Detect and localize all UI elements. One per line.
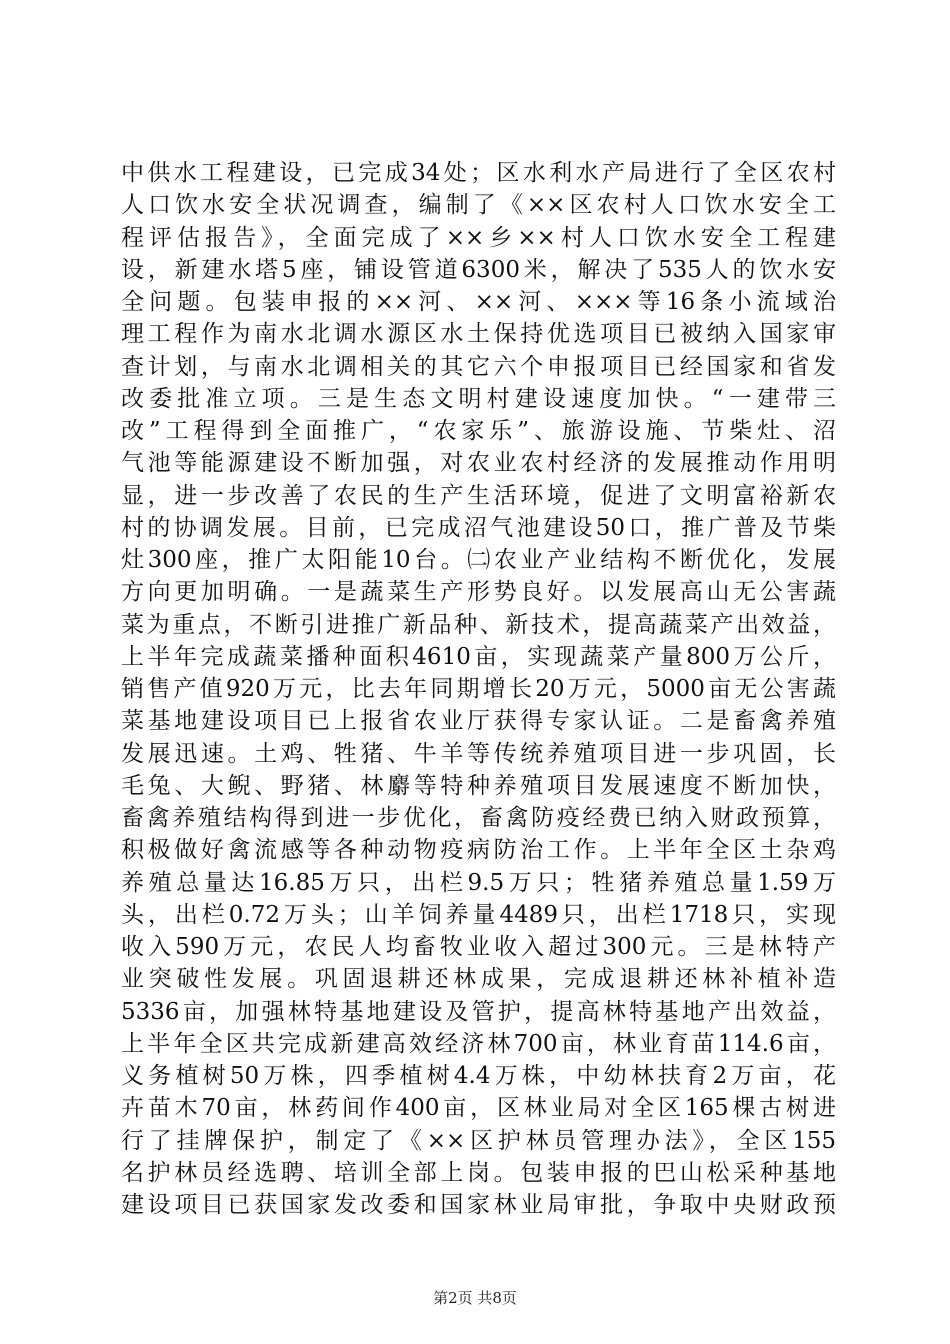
text-line: 菜为重点，不断引进推广新品种、新技术，提高蔬菜产出效益，: [121, 611, 836, 638]
text-line: 查计划，与南水北调相关的其它六个申报项目已经国家和省发: [121, 353, 836, 380]
text-line: 卉苗木70亩，林药间作400亩，区林业局对全区165棵古树进: [121, 1095, 836, 1122]
text-line: 行了挂牌保护，制定了《××区护林员管理办法》，全区155: [121, 1127, 836, 1154]
text-line: 业突破性发展。巩固退耕还林成果，完成退耕还林补植补造: [121, 966, 836, 993]
text-line: 设，新建水塔5座，铺设管道6300米，解决了535人的饮水安: [121, 256, 836, 283]
text-line: 灶300座，推广太阳能10台。㈡农业产业结构不断优化，发展: [121, 547, 836, 573]
text-line: 畜禽养殖结构得到进一步优化，畜禽防疫经费已纳入财政预算，: [121, 805, 836, 831]
text-line: 养殖总量达16.85万只，出栏9.5万只；牲猪养殖总量1.59万: [121, 869, 836, 896]
text-line: 显，进一步改善了农民的生产生活环境，促进了文明富裕新农: [121, 482, 836, 509]
text-line: 发展迅速。土鸡、牲猪、牛羊等传统养殖项目进一步巩固，长: [121, 740, 836, 767]
text-line: 气池等能源建设不断加强，对农业农村经济的发展推动作用明: [121, 450, 836, 477]
text-line: 程评估报告》，全面完成了××乡××村人口饮水安全工程建: [121, 224, 836, 251]
page-footer: 第2页 共8页: [433, 1289, 517, 1307]
text-line: 头，出栏0.72万头；山羊饲养量4489只，出栏1718只，实现: [121, 901, 836, 928]
text-line: 销售产值920万元，比去年同期增长20万元，5000亩无公害蔬: [121, 676, 836, 702]
text-line: 方向更加明确。一是蔬菜生产形势良好。以发展高山无公害蔬: [121, 579, 836, 606]
text-line: 义务植树50万株，四季植树4.4万株，中幼林扶育2万亩，花: [121, 1063, 836, 1089]
body-paragraph: [121, 157, 836, 1221]
text-line: 中供水工程建设，已完成34处；区水利水产局进行了全区农村: [121, 160, 836, 186]
text-line: 建设项目已获国家发改委和国家林业局审批，争取中央财政预: [121, 1192, 836, 1218]
text-line: 毛兔、大鲵、野猪、林麝等特种养殖项目发展速度不断加快，: [121, 772, 836, 799]
text-line: 积极做好禽流感等各种动物疫病防治工作。上半年全区土杂鸡: [121, 837, 836, 864]
text-line: 名护林员经选聘、培训全部上岗。包装申报的巴山松采种基地: [121, 1159, 836, 1186]
text-line: 上半年完成蔬菜播种面积4610亩，实现蔬菜产量800万公斤，: [121, 643, 836, 670]
text-line: 改”工程得到全面推广，“农家乐”、旅游设施、节柴灶、沼: [121, 418, 836, 444]
text-line: 菜基地建设项目已上报省农业厅获得专家认证。二是畜禽养殖: [121, 708, 836, 735]
text-line: 收入590万元，农民人均畜牧业收入超过300元。三是林特产: [121, 934, 836, 960]
text-line: 5336亩，加强林特基地建设及管护，提高林特基地产出效益，: [121, 998, 836, 1025]
text-line: 村的协调发展。目前，已完成沼气池建设50口，推广普及节柴: [121, 514, 836, 541]
text-line: 理工程作为南水北调水源区水土保持优选项目已被纳入国家审: [121, 321, 836, 348]
text-line: 人口饮水安全状况调查，编制了《××区农村人口饮水安全工: [121, 192, 836, 219]
text-line: 全问题。包装申报的××河、××河、×××等16条小流域治: [121, 289, 836, 315]
text-line: 上半年全区共完成新建高效经济林700亩，林业育苗114.6亩，: [121, 1030, 836, 1057]
text-line: 改委批准立项。三是生态文明村建设速度加快。“一建带三: [121, 385, 836, 412]
